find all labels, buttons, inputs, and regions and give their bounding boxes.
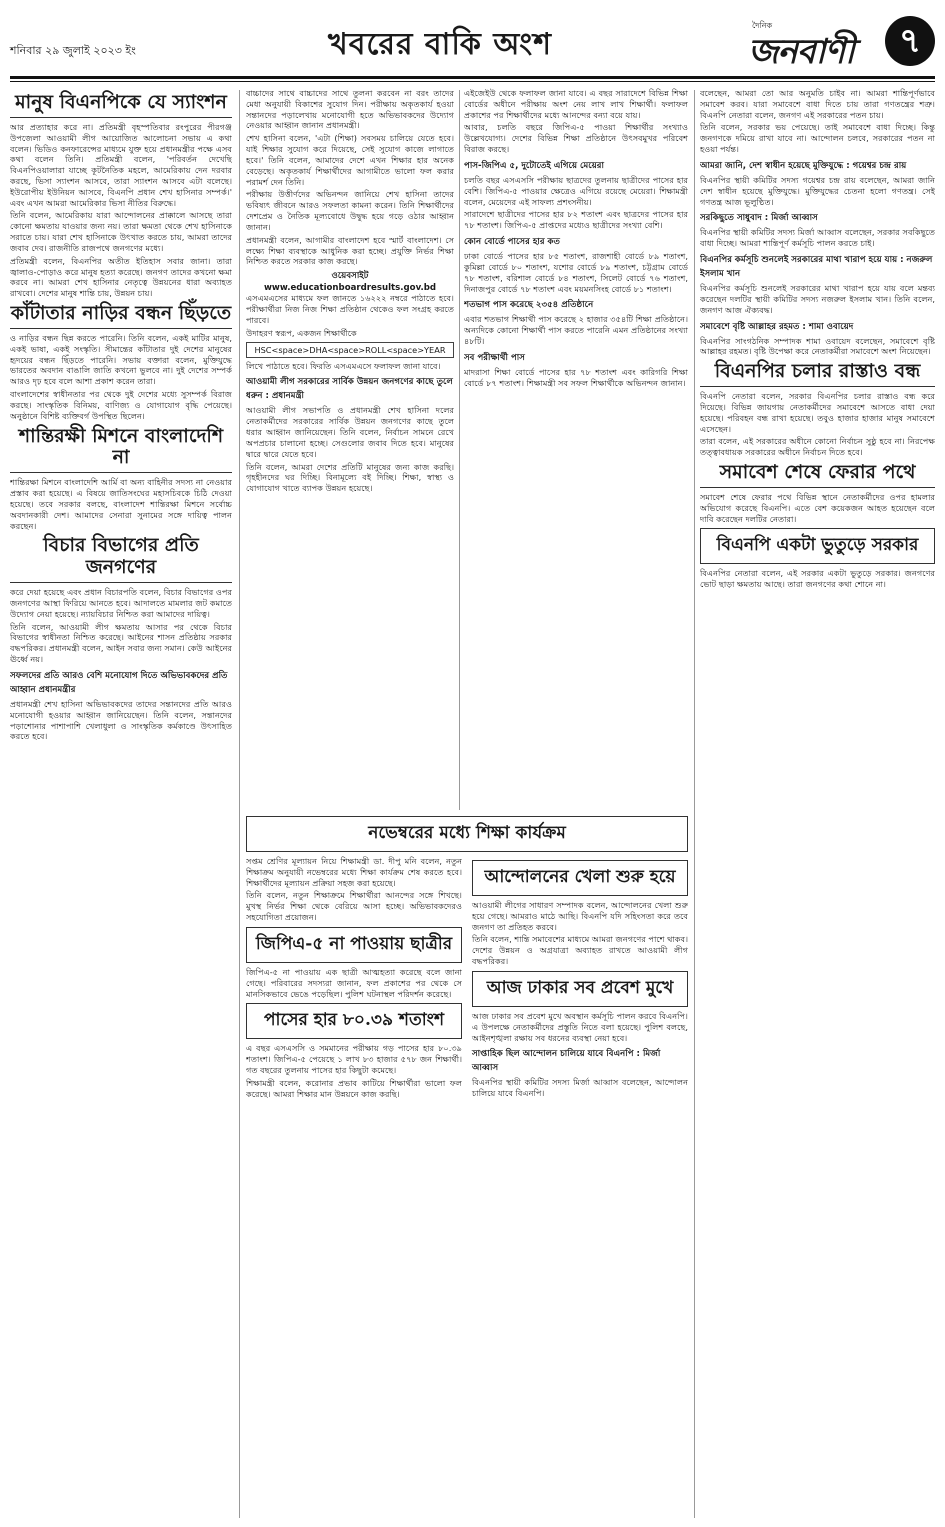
article-subheading: সফলদের প্রতি আরও বেশি মনোযোগ দিতে অভিভাবকদের প্রতি আহ্বান প্রধানমন্ত্রীর <box>10 670 228 695</box>
article-headline: পাসের হার ৮০.৩৯ শতাংশ <box>246 1003 462 1039</box>
article-paragraph: বিএনপির নেতারা বলেন, এই সরকার একটা ভুতুড়ে সরকার। জনগণের ভোট ছাড়া ক্ষমতায় আছে। তারা জনগণের কথা শোনে না। <box>700 568 935 590</box>
article-paragraph: তিনি বলেন, সরকার ভয় পেয়েছে। তাই সমাবেশে বাধা দিচ্ছে। কিন্তু জনগণকে দমিয়ে রাখা যাবে না। আন্দোলন চলবে, সরকারের পতন না হওয়া পর্যন্ত। <box>700 122 935 155</box>
two-column-block <box>246 856 688 1102</box>
article-paragraph: আওয়ামী লীগ সভাপতি ও প্রধানমন্ত্রী শেখ হাসিনা দলের নেতাকর্মীদের সরকারের সার্বিক উন্নয়ন জনগণের কাছে তুলে ধরার আহ্বান জানিয়েছেন। তিনি বলেন, নির্বাচন সামনে রেখে অপপ্রচার চালানো হচ্ছে। সেগুলোর জবাব দিতে হবে। মানুষের দ্বারে দ্বারে যেতে হবে। <box>246 405 454 459</box>
article-paragraph: সমাবেশ শেষে ফেরার পথে বিভিন্ন স্থানে নেতাকর্মীদের ওপর হামলার অভিযোগ করেছে বিএনপি। এতে বেশ কয়েকজন আহত হয়েছেন বলে দাবি করেছেন দলটির নেতারা। <box>700 491 935 524</box>
article-headline: বিচার বিভাগের প্রতি জনগণের <box>10 535 232 583</box>
column-divider <box>239 90 240 1518</box>
article-paragraph: পরীক্ষায় উত্তীর্ণদের অভিনন্দন জানিয়ে শেখ হাসিনা তাদের ভবিষ্যৎ জীবনে আরও সফলতা কামনা করেন। তিনি শিক্ষার্থীদের দেশপ্রেম ও নৈতিক মূল্যবোধে উদ্বুদ্ধ হয়ে গড়ে ওঠার আহ্বান জানান। <box>246 189 454 232</box>
article-paragraph: তিনি বলেন, শান্তি সমাবেশের মাধ্যমে আমরা জনগণের পাশে থাকব। দেশের উন্নয়ন ও অগ্রযাত্রা অব্যাহত রাখতে আওয়ামী লীগ বদ্ধপরিকর। <box>472 934 688 967</box>
article-paragraph: ও নাড়ির বন্ধন ছিন্ন করতে পারেনি। তিনি বলেন, একই মাটির মানুষ, একই ভাষা, একই সংস্কৃতি। সীমান্তের কাঁটাতার দুই দেশের মানুষের হৃদয়ের বন্ধন ছিঁড়তে পারেনি। সভায় বক্তারা বলেন, মুক্তিযুদ্ধে ভারতের অবদান বাঙালি জাতি কখনো ভুলবে না। দুই দেশের সম্পর্ক আরও দৃঢ় হবে বলে আশা প্রকাশ করেন তারা। <box>10 332 232 387</box>
article-paragraph: শেখ হাসিনা বলেন, 'এটা (শিক্ষা) সবসময় চালিয়ে যেতে হবে। যাই শিক্ষার সুযোগ করে দিয়েছে, সেই সুযোগ কাজে লাগাতে হবে।' তিনি বলেন, আমাদের দেশে এখন শিক্ষার হার অনেক বেড়েছে। অকৃতকার্য শিক্ষার্থীদের আগামীতে ভালো ফল করার পরামর্শ দেন তিনি। <box>246 133 454 187</box>
article-paragraph: চলতি বছর এসএসসি পরীক্ষায় ছাত্রদের তুলনায় ছাত্রীদের পাসের হার বেশি। জিপিএ-৫ পাওয়ার ক্ষেত্রেও এগিয়ে রয়েছে মেয়েরা। শিক্ষামন্ত্রী বলেন, মেয়েদের এই সাফল্য প্রশংসনীয়। <box>464 174 688 207</box>
bottom-section <box>246 812 688 1518</box>
article-paragraph: শান্তিরক্ষা মিশনে বাংলাদেশি আর্মি বা অন্য বাহিনীর সদস্য না নেওয়ার প্রস্তাব করা হয়েছে। এ বিষয়ে জাতিসংঘের মহাসচিবকে চিঠি দেওয়া হয়েছে। তবে সরকার বলছে, বাংলাদেশ শান্তিরক্ষা মিশনে সর্বোচ্চ অবদানকারী দেশ। আমাদের সেনারা সুনামের সঙ্গে দায়িত্ব পালন করছেন। <box>10 477 232 531</box>
article-paragraph: বাংলাদেশের স্বাধীনতার পর থেকে দুই দেশের মধ্যে সুসম্পর্ক বিরাজ করছে। সাংস্কৃতিক বিনিময়, বাণিজ্য ও যোগাযোগ বৃদ্ধি পেয়েছে। অনুষ্ঠানে বিশিষ্ট ব্যক্তিবর্গ উপস্থিত ছিলেন। <box>10 389 232 421</box>
article-subheading: আমরা জানি, দেশ স্বাধীন হয়েছে মুক্তিযুদ্ধে : গয়েশ্বর চন্দ্র রায় <box>700 160 907 171</box>
article-headline: বিএনপি একটা ভুতুড়ে সরকার <box>700 528 935 564</box>
article-paragraph: আর প্রত্যাহার করে না। প্রতিমন্ত্রী বৃহস্পতিবার রংপুরের পীরগঞ্জ উপজেলা আওয়ামী লীগ আয়োজিত আলোচনা সভায় এ কথা বলেন। ভিডিও কনফারেন্সের মাধ্যমে যুক্ত হয়ে প্রধানমন্ত্রীর পক্ষে এসব কথা বলেন তিনি। প্রতিমন্ত্রী বলেন, 'পরিবর্তন দেখেছি বিএনপিওয়ালারা যাচ্ছে কূটনৈতিক মহলে, আমেরিকায় দেন দরবার করছে, ভিসা স্যাংশন আসবে, তারা স্যাংশন আসবে এটা বলেছে। ইউরোপীয় ইউনিয়ন আসবে, বিএনপি প্রধান শেখ হাসিনার সম্পর্ক।' এবং এখন আমরা আমেরিকার ভিসা নীতির বিরুদ্ধে। <box>10 121 232 208</box>
article-headline: আজ ঢাকার সব প্রবেশ মুখে <box>472 971 688 1007</box>
article-paragraph: বিএনপির সাংগঠনিক সম্পাদক শামা ওবায়েদ বলেছেন, সমাবেশে বৃষ্টি আল্লাহর রহমত। বৃষ্টি উপেক্ষা করে নেতাকর্মীরা সমাবেশে অংশ নিয়েছেন। <box>700 335 935 357</box>
header-rule-thin <box>10 81 935 82</box>
article-headline: নভেম্বরের মধ্যে শিক্ষা কার্যক্রম <box>246 816 688 852</box>
page-header <box>10 14 935 74</box>
newspaper-logo: জনবাণী <box>748 32 854 72</box>
article-paragraph: বলেছেন, আমরা তো আর অনুমতি চাইব না। আমরা শান্তিপূর্ণভাবে সমাবেশ করব। যারা সমাবেশে বাধা দিতে চায় তারা গণতন্ত্রের শত্রু। বিএনপি নেতারা বলেন, জনগণ এই সরকারের পতন চায়। <box>700 88 935 120</box>
article-paragraph: উদাহরণ স্বরূপ, একজন শিক্ষার্থীকে <box>246 327 357 338</box>
article-paragraph: করে দেয়া হয়েছে এবং প্রধান বিচারপতি বলেন, বিচার বিভাগের ওপর জনগণের আস্থা ফিরিয়ে আনতে হবে। আদালতে মামলার জট কমাতে উদ্যোগ নেয়া হয়েছে। ন্যায়বিচার নিশ্চিত করা আমাদের দায়িত্ব। <box>10 587 232 619</box>
article-paragraph: আজ ঢাকার সব প্রবেশ মুখে অবস্থান কর্মসূচি পালন করবে বিএনপি। এ উপলক্ষে নেতাকর্মীদের প্রস্তুতি নিতে বলা হয়েছে। পুলিশ বলছে, আইনশৃঙ্খলা রক্ষায় সব ধরনের ব্যবস্থা নেয়া হবে। <box>472 1010 688 1043</box>
article-paragraph: আওয়ামী লীগের সাধারণ সম্পাদক বলেন, আন্দোলনের খেলা শুরু হয়ে গেছে। আমরাও মাঠে আছি। বিএনপি যদি সহিংসতা করে তবে জনগণ তা প্রতিহত করবে। <box>472 900 688 932</box>
article-paragraph: আবার, চলতি বছরে জিপিএ-৫ পাওয়া শিক্ষার্থীর সংখ্যাও উল্লেখযোগ্য। দেশের বিভিন্ন শিক্ষা প্রতিষ্ঠানে উৎসবমুখর পরিবেশ বিরাজ করছে। <box>464 122 688 155</box>
article-paragraph: তিনি বলেন, আমরা দেশের প্রতিটি মানুষের জন্য কাজ করছি। গৃহহীনদের ঘর দিচ্ছি। বিনামূল্যে বই দিচ্ছি। শিক্ষা, স্বাস্থ্য ও যোগাযোগ খাতে ব্যাপক উন্নয়ন হয়েছে। <box>246 461 454 494</box>
article-paragraph: তারা বলেন, এই সরকারের অধীনে কোনো নির্বাচন সুষ্ঠু হবে না। নিরপেক্ষ তত্ত্বাবধায়ক সরকারের অধীনে নির্বাচন দিতে হবে। <box>700 436 935 458</box>
article-subheading: পাস-জিপিএ ৫, দুটোতেই এগিয়ে মেয়েরা <box>464 160 605 171</box>
column-3 <box>464 88 688 808</box>
subcolumn-right <box>472 856 688 1102</box>
column-divider <box>459 90 460 810</box>
article-paragraph: এ বছর এসএসসি ও সমমানের পরীক্ষায় গড় পাসের হার ৮০.৩৯ শতাংশ। জিপিএ-৫ পেয়েছে ১ লাখ ৮৩ হাজার ৫৭৮ জন শিক্ষার্থী। গত বছরের তুলনায় পাসের হার কিছুটা কমেছে। <box>246 1043 462 1076</box>
article-paragraph: সপ্তম শ্রেণির মূল্যায়ন নিয়ে শিক্ষামন্ত্রী ডা. দীপু মনি বলেন, নতুন শিক্ষাক্রম অনুযায়ী নভেম্বরের মধ্যে শিক্ষা কার্যক্রম শেষ করতে হবে। শিক্ষার্থীদের মূল্যায়ন প্রক্রিয়া সহজ করা হয়েছে। <box>246 856 462 888</box>
article-paragraph: মাদরাসা শিক্ষা বোর্ডে পাসের হার ৭৮ শতাংশ এবং কারিগরি শিক্ষা বোর্ডে ৮৭ শতাংশ। শিক্ষামন্ত্রী সব সফল শিক্ষার্থীকে অভিনন্দন জানান। <box>464 366 688 388</box>
website-link[interactable]: ওয়েবসাইট www.educationboardresults.gov.bd <box>263 271 437 294</box>
article-paragraph: তিনি বলেন, আওয়ামী লীগ ক্ষমতায় আসার পর থেকে বিচার বিভাগের স্বাধীনতা নিশ্চিত করেছে। আইনের শাসন প্রতিষ্ঠায় সরকার বদ্ধপরিকর। প্রধানমন্ত্রী বলেন, আইন সবার জন্য সমান। কেউ আইনের ঊর্ধ্বে নয়। <box>10 621 232 665</box>
article-paragraph: বিএনপির স্থায়ী কমিটির সদস্য মির্জা আব্বাস বলেছেন, আন্দোলন চালিয়ে যাবে বিএনপি। <box>472 1077 688 1099</box>
column-divider <box>694 90 695 1518</box>
article-headline: জিপিএ-৫ না পাওয়ায় ছাত্রীর <box>246 927 462 963</box>
article-paragraph: বিএনপির কর্মসূচি শুনলেই সরকারের মাথা খারাপ হয়ে যায় বলে মন্তব্য করেছেন দলটির স্থায়ী কমিটির সদস্য নজরুল ইসলাম খান। তিনি বলেন, জনগণ আজ ঐক্যবদ্ধ। <box>700 283 935 315</box>
article-subheading: সরকিছুতে সাধুবাদ : মির্জা আব্বাস <box>700 213 818 224</box>
page-number-badge: ৭ <box>885 16 935 66</box>
article-paragraph: বিএনপি নেতারা বলেন, সরকার বিএনপির চলার রাস্তাও বন্ধ করে দিয়েছে। বিভিন্ন জায়গায় নেতাকর্মীদের সমাবেশে আসতে বাধা দেয়া হয়েছে। পরিবহন বন্ধ রাখা হয়েছে। তবুও হাজার হাজার মানুষ সমাবেশে এসেছেন। <box>700 391 935 434</box>
article-paragraph: এবার শতভাগ শিক্ষার্থী পাস করেছে ২ হাজার ৩৫৪টি শিক্ষা প্রতিষ্ঠানে। অন্যদিকে কোনো শিক্ষার্থী পাস করতে পারেনি এমন প্রতিষ্ঠানের সংখ্যা ৪৮টি। <box>464 314 688 347</box>
article-paragraph: এসএমএসের মাধ্যমে ফল জানতে ১৬২২২ নম্বরে পাঠাতে হবে। পরীক্ষার্থীরা নিজ নিজ শিক্ষা প্রতিষ্ঠান থেকেও ফল সংগ্রহ করতে পারবে। <box>246 293 454 325</box>
article-headline: শান্তিরক্ষী মিশনে বাংলাদেশি না <box>10 426 232 474</box>
sms-format-sample: HSC<space>DHA<space>ROLL<space>YEAR <box>246 342 454 358</box>
article-paragraph: প্রধানমন্ত্রী শেখ হাসিনা অভিভাবকদের তাদের সন্তানদের প্রতি আরও মনোযোগী হওয়ার আহ্বান জানিয়েছেন। তিনি বলেন, সন্তানদের পড়াশোনার পাশাপাশি খেলাধুলা ও সাংস্কৃতিক কর্মকাণ্ডে উৎসাহিত করতে হবে। <box>10 698 232 742</box>
article-paragraph: প্রতিমন্ত্রী বলেন, বিএনপির অতীত ইতিহাস সবার জানা। তারা জ্বালাও-পোড়াও করে মানুষ হত্যা করেছে। জনগণ তাদের কখনো ক্ষমা করবে না। আমরা শেখ হাসিনার নেতৃত্বে উন্নয়নের ধারা অব্যাহত রাখবো। দেশের মানুষ শান্তি চায়, উন্নয়ন চায়। <box>10 255 232 299</box>
article-paragraph: শিক্ষামন্ত্রী বলেন, করোনার প্রভাব কাটিয়ে শিক্ষার্থীরা ভালো ফল করেছে। আমরা শিক্ষার মান উন্নয়নে কাজ করছি। <box>246 1077 462 1099</box>
article-subheading: সাপ্তাহিক ছিল আন্দোলন চালিয়ে যাবে বিএনপি : মির্জা আব্বাস <box>472 1049 661 1074</box>
article-paragraph: লিখে পাঠাতে হবে। ফিরতি এসএমএসে ফলাফল জানা যাবে। <box>246 360 441 371</box>
page-title: খবরের বাকি অংশ <box>328 27 552 62</box>
article-paragraph: প্রধানমন্ত্রী বলেন, আগামীর বাংলাদেশ হবে স্মার্ট বাংলাদেশ। সে লক্ষ্যে শিক্ষা ব্যবস্থাকে আধুনিক করা হচ্ছে। প্রযুক্তি নির্ভর শিক্ষা নিশ্চিত করতে সরকার কাজ করছে। <box>246 234 454 267</box>
article-subheading: সমাবেশে বৃষ্টি আল্লাহর রহমত : শামা ওবায়েদ <box>700 321 854 332</box>
logo-tagline: দৈনিক <box>752 21 773 30</box>
article-paragraph: এইজেইউ থেকে ফলাফল জানা যাবে। এ বছর সারাদেশে বিভিন্ন শিক্ষা বোর্ডের অধীনে পরীক্ষায় অংশ নেয় লাখ লাখ শিক্ষার্থী। ফলাফল প্রকাশের পর শিক্ষার্থীদের মধ্যে আনন্দের বন্যা বয়ে যায়। <box>464 88 688 120</box>
article-paragraph: জিপিএ-৫ না পাওয়ায় এক ছাত্রী আত্মহত্যা করেছে বলে জানা গেছে। পরিবারের সদস্যরা জানান, ফল প্রকাশের পর থেকে সে মানসিকভাবে ভেঙে পড়েছিল। পুলিশ ঘটনাস্থল পরিদর্শন করেছে। <box>246 966 462 999</box>
article-headline: বিএনপির চলার রাস্তাও বন্ধ <box>700 361 935 387</box>
subcolumn-left <box>246 856 462 1102</box>
article-subheading: শতভাগ পাস করেছে ২৩৫৪ প্রতিষ্ঠানে <box>464 300 594 311</box>
article-paragraph: তিনি বলেন, আমেরিকায় যারা আন্দোলনের প্রাক্কালে আসছে তারা কোনো ক্ষমতায় যাওয়ার জন্য নয়। তারা ক্ষমতা থেকে শেখ হাসিনাকে সরাতে চায়। যারা শেখ হাসিনাকে উৎখাত করতে চায়, আমরা তাদের জবাব দেব। রাজনীতি রাজপথে জনগণের মধ্যে। <box>10 210 232 253</box>
article-headline: মানুষ বিএনপিকে যে স্যাংশন <box>10 92 232 118</box>
article-paragraph: বিএনপির স্থায়ী কমিটির সদস্য মির্জা আব্বাস বলেছেন, সরকার সবকিছুতে বাধা দিচ্ছে। আমরা শান্তিপূর্ণ কর্মসূচি পালন করতে চাই। <box>700 227 935 249</box>
article-subheading: সব পরীক্ষার্থী পাস <box>464 352 525 363</box>
article-paragraph: সারাদেশে ছাত্রীদের পাসের হার ৮২ শতাংশ এবং ছাত্রদের পাসের হার ৭৮ শতাংশ। জিপিএ-৫ প্রাপ্তদের মধ্যেও ছাত্রীদের সংখ্যা বেশি। <box>464 209 688 231</box>
article-subheading: বিএনপির কর্মসূচি শুনলেই সরকারের মাথা খারাপ হয়ে যায় : নজরুল ইসলাম খান <box>700 255 933 280</box>
article-subheading: কোন বোর্ডে পাসের হার কত <box>464 237 561 248</box>
article-paragraph: বিএনপির স্থায়ী কমিটির সদস্য গয়েশ্বর চন্দ্র রায় বলেছেন, আমরা জানি দেশ স্বাধীন হয়েছে মুক্তিযুদ্ধে। মুক্তিযুদ্ধের চেতনা হলো গণতন্ত্র। সেই গণতন্ত্র আজ ভূলুণ্ঠিত। <box>700 174 935 207</box>
column-4 <box>700 88 935 1518</box>
article-paragraph: বাচ্চাদের সাথে বাচ্চাদের সাথে তুলনা করবেন না বরং তাদের মেধা অনুযায়ী বিকাশের সুযোগ দিন। পরীক্ষায় অকৃতকার্য হওয়া সন্তানদের পড়ালেখায় মনোযোগী হতে অভিভাবকদের উদ্যোগ নেওয়ার আহ্বান জানান প্রধানমন্ত্রী। <box>246 88 454 131</box>
article-paragraph: ঢাকা বোর্ডে পাসের হার ৮৫ শতাংশ, রাজশাহী বোর্ডে ৮৯ শতাংশ, কুমিল্লা বোর্ডে ৮০ শতাংশ, যশোর বোর্ডে ৮৯ শতাংশ, চট্টগ্রাম বোর্ডে ৭৮ শতাংশ, বরিশাল বোর্ডে ৮৪ শতাংশ, সিলেট বোর্ডে ৭৬ শতাংশ, দিনাজপুর বোর্ডে ৭৮ শতাংশ এবং ময়মনসিংহ বোর্ডে ৮১ শতাংশ। <box>464 251 688 294</box>
issue-date: শনিবার ২৯ জুলাই ২০২৩ ইং <box>10 44 136 57</box>
column-1 <box>10 88 232 1518</box>
article-headline: কাঁটাতার নাড়ির বন্ধন ছিঁড়তে <box>10 303 232 329</box>
article-headline: সমাবেশ শেষে ফেরার পথে <box>700 462 935 488</box>
article-paragraph: তিনি বলেন, নতুন শিক্ষাক্রমে শিক্ষার্থীরা আনন্দের সঙ্গে শিখছে। মুখস্থ নির্ভর শিক্ষা থেকে বেরিয়ে আসা হচ্ছে। অভিভাবকদেরও সহযোগিতা প্রয়োজন। <box>246 890 462 923</box>
header-rule <box>10 76 935 79</box>
column-2 <box>246 88 454 808</box>
article-headline: আন্দোলনের খেলা শুরু হয়ে <box>472 860 688 896</box>
article-subheading: আওয়ামী লীগ সরকারের সার্বিক উন্নয়ন জনগণের কাছে তুলে ধরুন : প্রধানমন্ত্রী <box>246 377 453 402</box>
